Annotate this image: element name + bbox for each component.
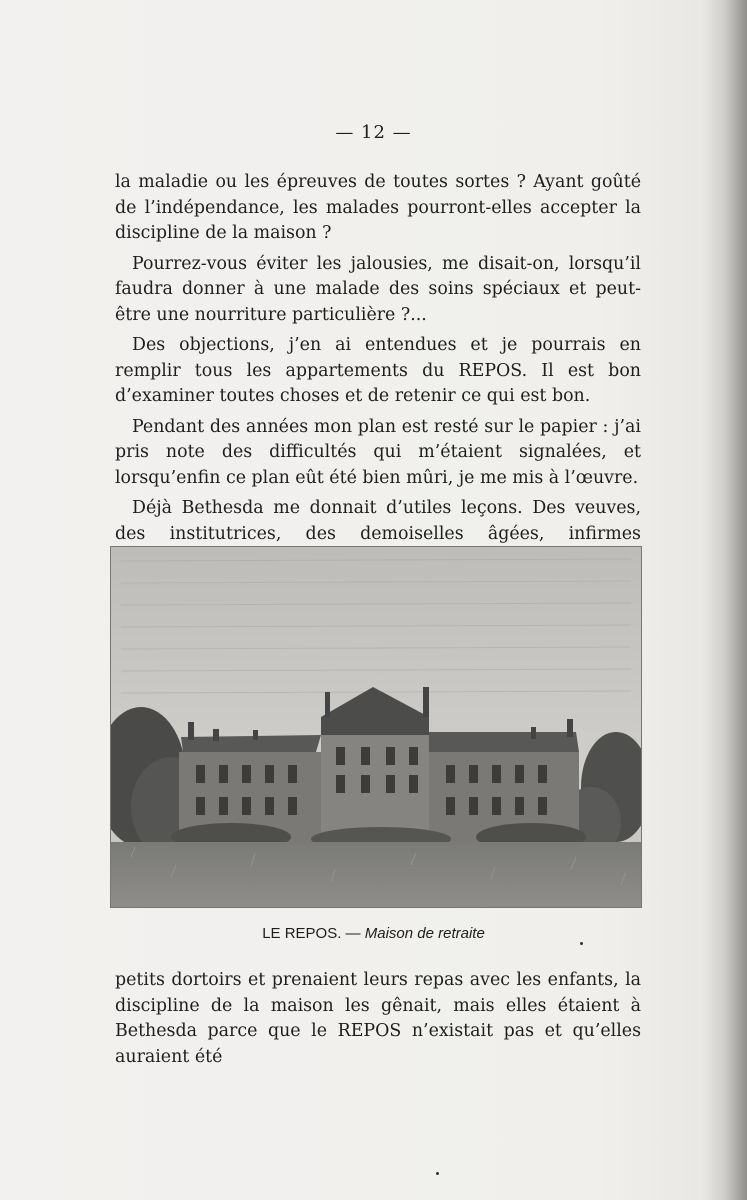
body-text-top	[115, 170, 641, 578]
building-photo	[110, 546, 642, 908]
paragraph: Déjà Bethesda me donnait d’utiles leçons. Des veuves, des institutrices, des demoiselles âgées, infirmes	[115, 498, 641, 544]
photo-caption	[0, 925, 747, 942]
speck	[580, 942, 583, 945]
speck	[436, 1172, 439, 1175]
page-number: — 12 —	[335, 122, 412, 143]
caption-label: LE REPOS. —	[262, 925, 361, 942]
body-text-bottom	[115, 968, 641, 1075]
paragraph: Pendant des années mon plan est resté sur le papier : j’ai pris note des difficultés qui m’étaient signalées, et lorsqu’enfin ce plan eût été bien mûri, je me mis à l’œuvre.	[115, 416, 641, 488]
paragraph: petits dortoirs et prenaient leurs repas avec les enfants, la discipline de la maison les gênait, mais elles étaient à Bethesda parce que le REPOS n’existait pas et qu’elles auraient été	[115, 970, 641, 1067]
paragraph: Pourrez-vous éviter les jalousies, me disait-on, lorsqu’il faudra donner à une malade des soins spéciaux et peut-être une nourriture particulière ?...	[115, 253, 641, 325]
paragraph: la maladie ou les épreuves de toutes sortes ? Ayant goûté de l’indépendance, les malades pourront-elles accepter la discipline de la maison ?	[115, 172, 641, 243]
caption-italic: Maison de retraite	[364, 925, 485, 942]
paragraph: Des objections, j’en ai entendues et je pourrais en remplir tous les appartements du REPOS. Il est bon d’examiner toutes choses et de retenir ce qui est bon.	[115, 335, 641, 406]
